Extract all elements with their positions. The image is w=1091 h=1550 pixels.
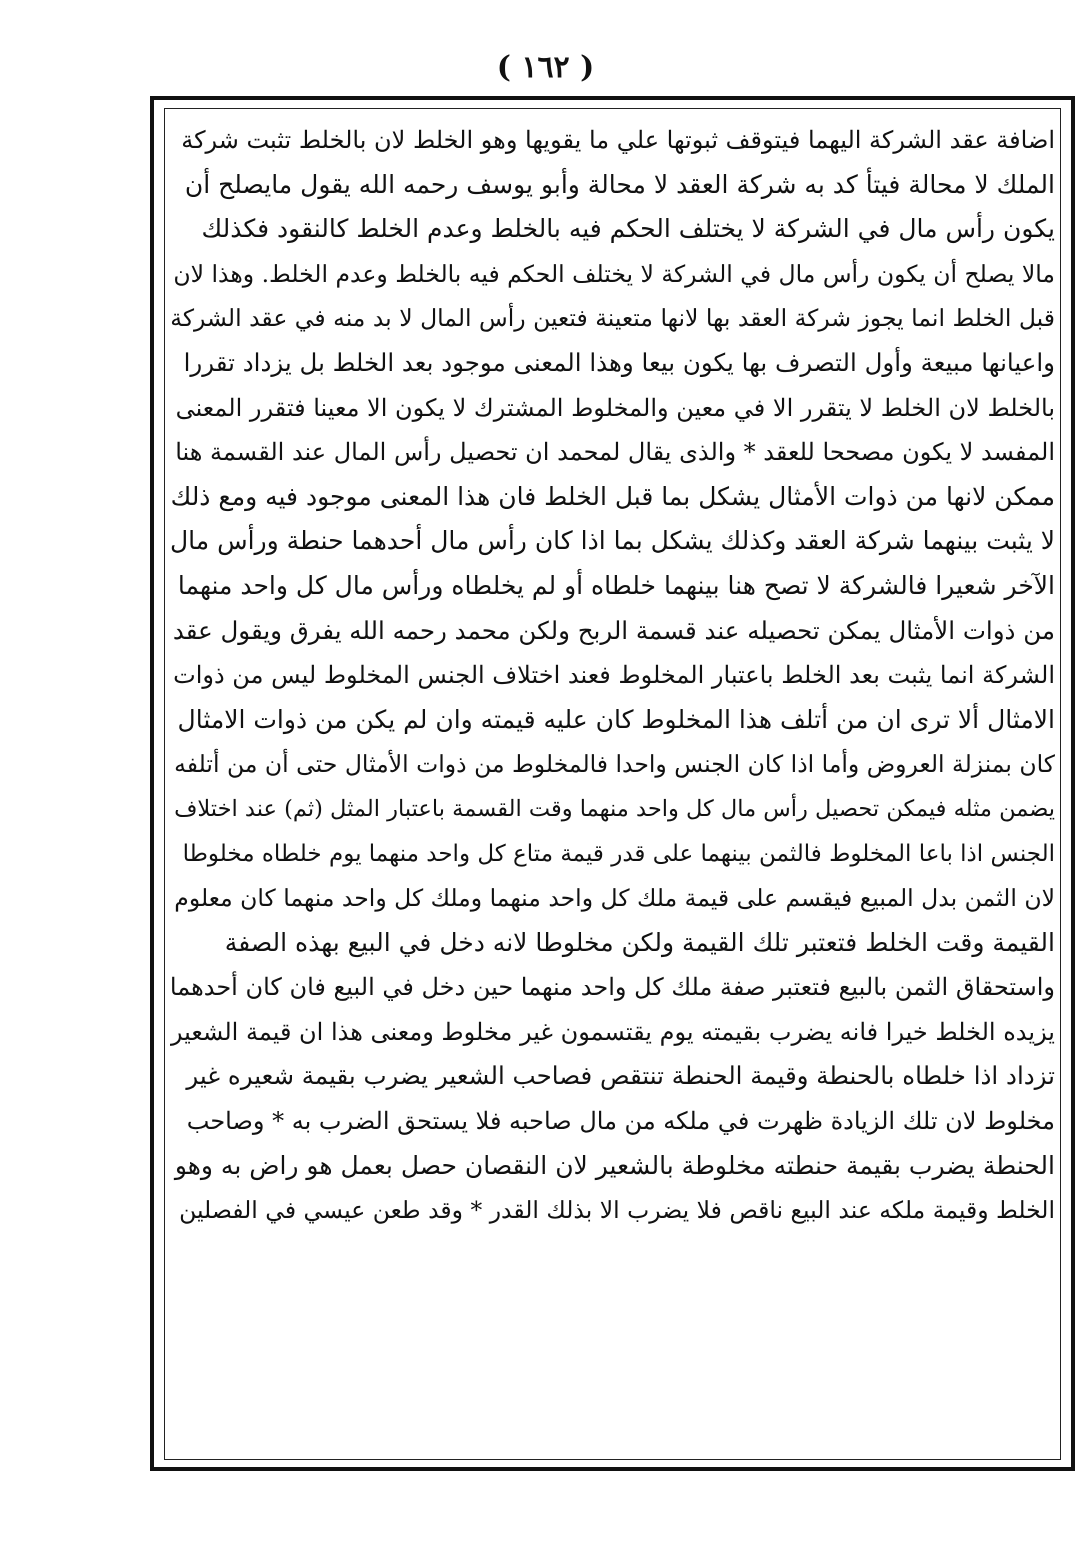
text-line: لان الثمن بدل المبيع فيقسم على قيمة ملك كل واحد منهما وملك كل واحد منهما كان معلوم bbox=[174, 884, 1055, 913]
text-line: الحنطة يضرب بقيمة حنطته مخلوطة بالشعير لان النقصان حصل بعمل هو راض به وهو bbox=[174, 1150, 1055, 1180]
text-line: المفسد لا يكون مصححا للعقد * والذى يقال لمحمد ان تحصيل رأس المال عند القسمة هنا bbox=[175, 438, 1055, 467]
text-line: الخلط وقيمة ملكه عند البيع ناقص فلا يضرب الا بذلك القدر * وقد طعن عيسي في الفصلين bbox=[179, 1196, 1055, 1225]
text-line: يكون رأس مال في الشركة لا يختلف الحكم فيه بالخلط وعدم الخلط كالنقود فكذلك bbox=[201, 214, 1055, 244]
text-line: قبل الخلط انما يجوز شركة العقد بها لانها متعينة فتعين رأس المال لا بد منه في عقد الشركة bbox=[170, 304, 1055, 333]
text-line: الشركة انما يثبت بعد الخلط باعتبار المخلوط فعند اختلاف الجنس المخلوط ليس من ذوات bbox=[173, 661, 1055, 690]
text-line: لا يثبت بينهما شركة العقد وكذلك يشكل بما اذا كان رأس مال أحدهما حنطة ورأس مال bbox=[170, 526, 1055, 556]
text-line: واستحقاق الثمن بالبيع فتعتبر صفة ملك كل واحد منهما حين دخل في البيع فان كان أحدهما bbox=[170, 973, 1055, 1002]
text-line: يزيده الخلط خيرا فانه يضرب بقيمته يوم يقتسمون غير مخلوط ومعنى هذا ان قيمة الشعير bbox=[170, 1017, 1055, 1046]
text-line: كان بمنزلة العروض وأما اذا كان الجنس واحدا فالمخلوط من ذوات الأمثال حتى أن من أتلفه bbox=[174, 750, 1055, 779]
text-line: ممكن لانها من ذوات الأمثال يشكل بما قبل الخلط فان هذا المعنى موجود فيه ومع ذلك bbox=[170, 481, 1055, 511]
text-line: من ذوات الأمثال يمكن تحصيله عند قسمة الربح ولكن محمد رحمه الله يفرق ويقول عقد bbox=[172, 615, 1055, 645]
text-line: واعيانها مبيعة وأول التصرف بها يكون بيعا وهذا المعنى موجود بعد الخلط بل يزداد تقررا bbox=[183, 347, 1055, 377]
text-line: بالخلط لان الخلط لا يتقرر الا في معين والمخلوط المشترك لا يكون الا معينا فتقرر المعنى bbox=[175, 393, 1055, 422]
text-line: الامثال ألا ترى ان من أتلف هذا المخلوط كان عليه قيمته وان لم يكن من ذوات الامثال bbox=[177, 704, 1055, 734]
page-number: ( ١٦٢ ) bbox=[496, 50, 595, 85]
text-line: القيمة وقت الخلط فتعتبر تلك القيمة ولكن مخلوطا لانه دخل في البيع بهذه الصفة bbox=[224, 927, 1055, 957]
text-line: مخلوط لان تلك الزيادة ظهرت في ملكه من مال صاحبه فلا يستحق الضرب به * وصاحب bbox=[186, 1107, 1055, 1136]
body-text bbox=[170, 118, 1055, 1233]
text-line: مالا يصلح أن يكون رأس مال في الشركة لا يختلف الحكم فيه بالخلط وعدم الخلط. وهذا لان bbox=[173, 259, 1055, 288]
text-line: اضافة عقد الشركة اليهما فيتوقف ثبوتها علي ما يقويها وهو الخلط لان بالخلط تثبت شركة bbox=[181, 126, 1055, 154]
text-line: الآخر شعيرا فالشركة لا تصح هنا بينهما خلطاه أو لم يخلطاه ورأس مال كل واحد منهما bbox=[177, 570, 1055, 600]
text-line: يضمن مثله فيمكن تحصيل رأس مال كل واحد منهما وقت القسمة باعتبار المثل (ثم) عند اختلاف bbox=[174, 795, 1055, 822]
text-line: الجنس اذا باعا المخلوط فالثمن بينهما على قدر قيمة متاع كل واحد منهما يوم خلطاه مخلوطا bbox=[182, 840, 1055, 867]
text-line: الملك لا محالة فيتأ كد به شركة العقد لا محالة وأبو يوسف رحمه الله يقول مايصلح أن bbox=[184, 169, 1055, 199]
text-line: تزداد اذا خلطاه بالحنطة وقيمة الحنطة تنتقص فصاحب الشعير يضرب بقيمة شعيره غير bbox=[186, 1061, 1055, 1091]
